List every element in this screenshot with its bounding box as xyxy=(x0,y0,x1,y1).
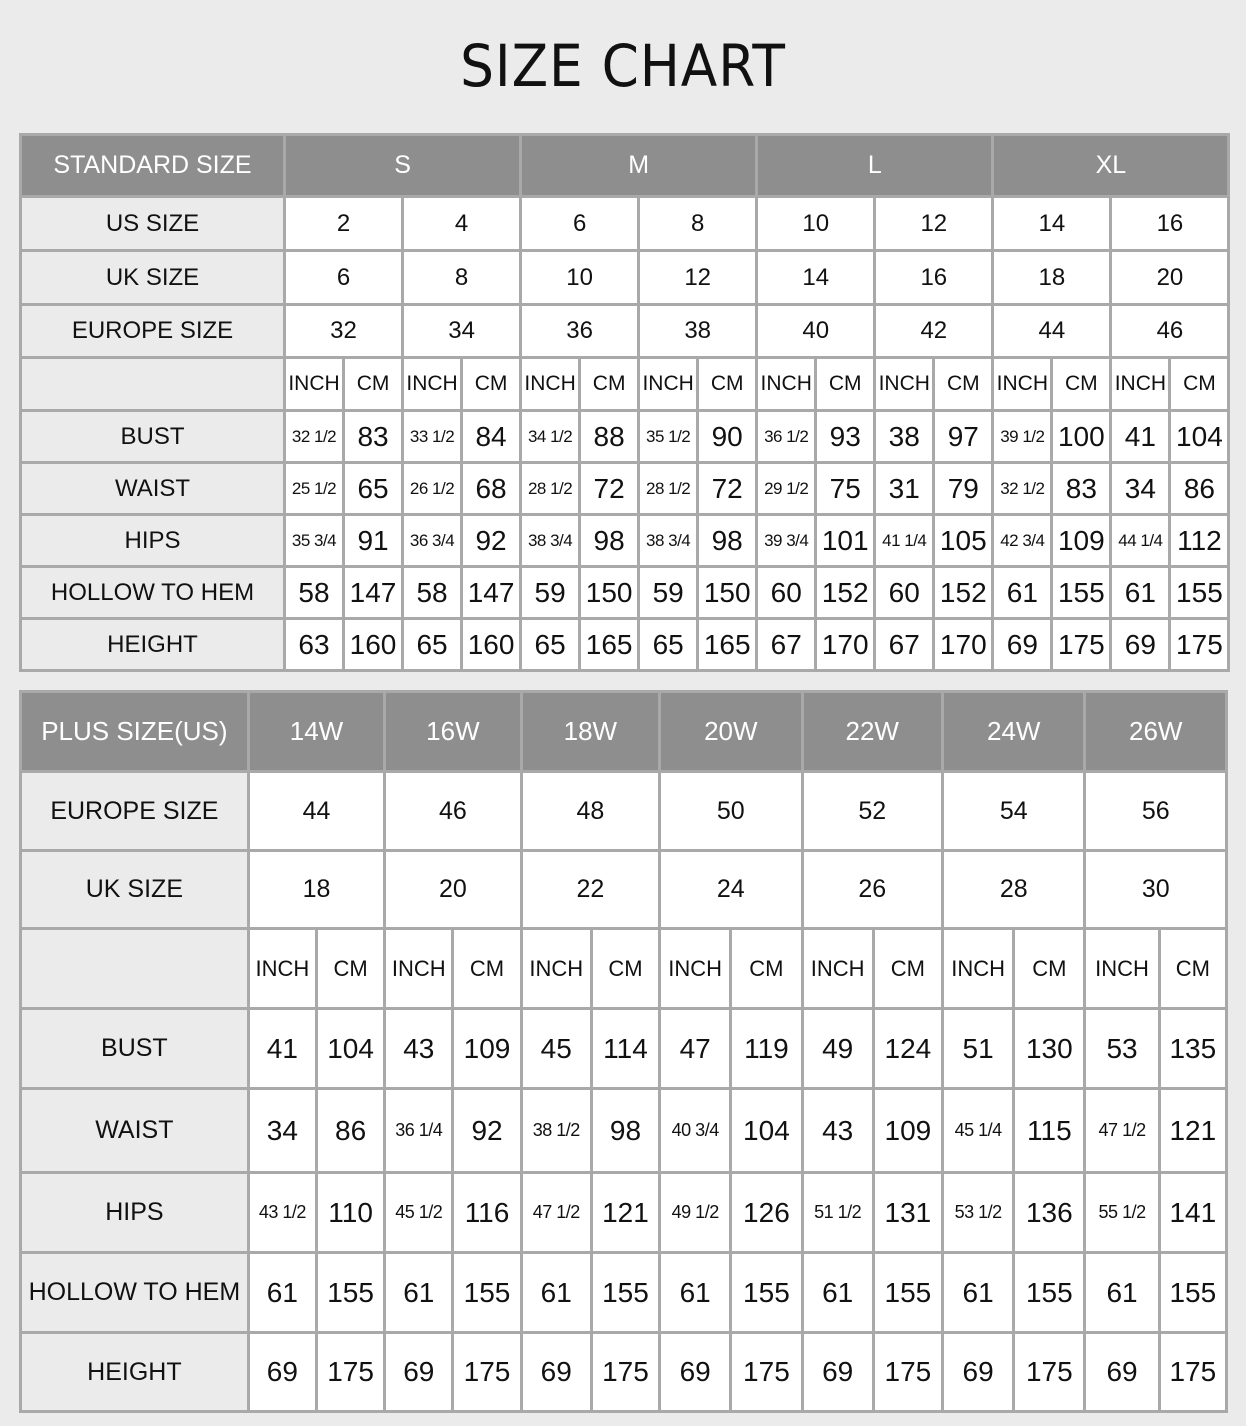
size-row xyxy=(21,305,1229,358)
cm-cell: 75 xyxy=(816,463,875,515)
inch-cell: 69 xyxy=(521,1333,591,1412)
inch-cell: 61 xyxy=(1111,567,1170,619)
inch-cell: 61 xyxy=(993,567,1052,619)
cm-cell: 155 xyxy=(1170,567,1229,619)
unit-inch: INCH xyxy=(875,358,934,411)
cm-cell: 97 xyxy=(934,411,993,463)
inch-cell: 36 1/4 xyxy=(385,1089,453,1173)
size-row xyxy=(21,851,1227,929)
inch-cell: 43 xyxy=(385,1009,453,1089)
cm-cell: 104 xyxy=(1170,411,1229,463)
inch-cell: 61 xyxy=(1085,1253,1159,1333)
measure-row xyxy=(21,1009,1227,1089)
cm-cell: 119 xyxy=(731,1009,802,1089)
cm-cell: 88 xyxy=(580,411,639,463)
standard-size-header: STANDARD SIZE xyxy=(21,135,285,197)
size-cell: 56 xyxy=(1085,772,1227,851)
unit-inch: INCH xyxy=(639,358,698,411)
unit-row xyxy=(21,929,1227,1009)
inch-cell: 61 xyxy=(802,1253,873,1333)
cm-cell: 93 xyxy=(816,411,875,463)
inch-cell: 51 xyxy=(942,1009,1013,1089)
size-cell: 48 xyxy=(521,772,659,851)
unit-cm: CM xyxy=(462,358,521,411)
unit-cm: CM xyxy=(344,358,403,411)
inch-cell: 47 xyxy=(660,1009,731,1089)
size-cell: 14 xyxy=(993,197,1111,251)
inch-cell: 33 1/2 xyxy=(403,411,462,463)
measure-row xyxy=(21,411,1229,463)
inch-cell: 38 3/4 xyxy=(521,515,580,567)
size-cell: 14 xyxy=(757,251,875,305)
cm-cell: 121 xyxy=(591,1173,659,1253)
inch-cell: 69 xyxy=(802,1333,873,1412)
size-cell: 8 xyxy=(639,197,757,251)
size-cell: 30 xyxy=(1085,851,1227,929)
inch-cell: 60 xyxy=(757,567,816,619)
inch-cell: 69 xyxy=(385,1333,453,1412)
inch-cell: 34 xyxy=(248,1089,316,1173)
unit-cm: CM xyxy=(1014,929,1085,1009)
inch-cell: 29 1/2 xyxy=(757,463,816,515)
size-cell: 16 xyxy=(875,251,993,305)
row-label: UK SIZE xyxy=(21,851,249,929)
inch-cell: 41 xyxy=(1111,411,1170,463)
cm-cell: 175 xyxy=(731,1333,802,1412)
plus-header-row xyxy=(21,692,1227,772)
inch-cell: 40 3/4 xyxy=(660,1089,731,1173)
inch-cell: 41 1/4 xyxy=(875,515,934,567)
measure-row xyxy=(21,515,1229,567)
size-cell: 12 xyxy=(639,251,757,305)
size-cell: 4 xyxy=(403,197,521,251)
inch-cell: 36 1/2 xyxy=(757,411,816,463)
size-cell: 6 xyxy=(285,251,403,305)
inch-cell: 43 xyxy=(802,1089,873,1173)
cm-cell: 105 xyxy=(934,515,993,567)
size-cell: 34 xyxy=(403,305,521,358)
size-cell: 46 xyxy=(385,772,521,851)
cm-cell: 155 xyxy=(591,1253,659,1333)
size-cell: 50 xyxy=(660,772,802,851)
cm-cell: 101 xyxy=(816,515,875,567)
standard-size-table xyxy=(19,133,1230,672)
size-cell: 20 xyxy=(1111,251,1229,305)
size-cell: 28 xyxy=(942,851,1084,929)
inch-cell: 67 xyxy=(757,619,816,671)
inch-cell: 53 1/2 xyxy=(942,1173,1013,1253)
unit-cm: CM xyxy=(316,929,384,1009)
cm-cell: 115 xyxy=(1014,1089,1085,1173)
cm-cell: 136 xyxy=(1014,1173,1085,1253)
plus-size-column-header: 24W xyxy=(942,692,1084,772)
unit-cm: CM xyxy=(698,358,757,411)
row-label: HEIGHT xyxy=(21,1333,249,1412)
inch-cell: 61 xyxy=(248,1253,316,1333)
plus-size-column-header: 18W xyxy=(521,692,659,772)
cm-cell: 175 xyxy=(873,1333,942,1412)
row-label: WAIST xyxy=(21,463,285,515)
cm-cell: 175 xyxy=(1014,1333,1085,1412)
inch-cell: 39 1/2 xyxy=(993,411,1052,463)
inch-cell: 35 1/2 xyxy=(639,411,698,463)
cm-cell: 160 xyxy=(344,619,403,671)
row-label-empty xyxy=(21,929,249,1009)
size-row xyxy=(21,772,1227,851)
size-cell: 16 xyxy=(1111,197,1229,251)
cm-cell: 126 xyxy=(731,1173,802,1253)
inch-cell: 28 1/2 xyxy=(521,463,580,515)
unit-inch: INCH xyxy=(403,358,462,411)
cm-cell: 165 xyxy=(698,619,757,671)
unit-inch: INCH xyxy=(285,358,344,411)
plus-size-column-header: 20W xyxy=(660,692,802,772)
cm-cell: 100 xyxy=(1052,411,1111,463)
size-cell: 18 xyxy=(993,251,1111,305)
unit-cm: CM xyxy=(580,358,639,411)
inch-cell: 69 xyxy=(248,1333,316,1412)
standard-header-row xyxy=(21,135,1229,197)
unit-cm: CM xyxy=(934,358,993,411)
size-cell: 52 xyxy=(802,772,942,851)
unit-cm: CM xyxy=(591,929,659,1009)
unit-inch: INCH xyxy=(521,929,591,1009)
unit-inch: INCH xyxy=(757,358,816,411)
cm-cell: 130 xyxy=(1014,1009,1085,1089)
cm-cell: 92 xyxy=(453,1089,521,1173)
inch-cell: 45 1/2 xyxy=(385,1173,453,1253)
cm-cell: 155 xyxy=(1014,1253,1085,1333)
cm-cell: 116 xyxy=(453,1173,521,1253)
page-title: SIZE CHART xyxy=(460,32,786,100)
unit-inch: INCH xyxy=(385,929,453,1009)
inch-cell: 28 1/2 xyxy=(639,463,698,515)
cm-cell: 72 xyxy=(580,463,639,515)
inch-cell: 32 1/2 xyxy=(285,411,344,463)
cm-cell: 84 xyxy=(462,411,521,463)
inch-cell: 31 xyxy=(875,463,934,515)
cm-cell: 79 xyxy=(934,463,993,515)
cm-cell: 170 xyxy=(934,619,993,671)
size-cell: 42 xyxy=(875,305,993,358)
inch-cell: 25 1/2 xyxy=(285,463,344,515)
size-cell: 18 xyxy=(248,851,384,929)
inch-cell: 44 1/4 xyxy=(1111,515,1170,567)
unit-inch: INCH xyxy=(248,929,316,1009)
cm-cell: 155 xyxy=(453,1253,521,1333)
cm-cell: 165 xyxy=(580,619,639,671)
size-cell: 22 xyxy=(521,851,659,929)
inch-cell: 59 xyxy=(521,567,580,619)
cm-cell: 121 xyxy=(1159,1089,1226,1173)
cm-cell: 175 xyxy=(1052,619,1111,671)
row-label: EUROPE SIZE xyxy=(21,305,285,358)
size-cell: 6 xyxy=(521,197,639,251)
cm-cell: 109 xyxy=(453,1009,521,1089)
cm-cell: 98 xyxy=(591,1089,659,1173)
row-label: WAIST xyxy=(21,1089,249,1173)
size-row xyxy=(21,251,1229,305)
row-label: HOLLOW TO HEM xyxy=(21,1253,249,1333)
inch-cell: 42 3/4 xyxy=(993,515,1052,567)
inch-cell: 43 1/2 xyxy=(248,1173,316,1253)
row-label-empty xyxy=(21,358,285,411)
inch-cell: 51 1/2 xyxy=(802,1173,873,1253)
unit-cm: CM xyxy=(816,358,875,411)
cm-cell: 175 xyxy=(1159,1333,1226,1412)
cm-cell: 155 xyxy=(1159,1253,1226,1333)
inch-cell: 36 3/4 xyxy=(403,515,462,567)
inch-cell: 38 1/2 xyxy=(521,1089,591,1173)
size-group-header: S xyxy=(285,135,521,197)
cm-cell: 135 xyxy=(1159,1009,1226,1089)
size-cell: 46 xyxy=(1111,305,1229,358)
inch-cell: 34 xyxy=(1111,463,1170,515)
inch-cell: 45 1/4 xyxy=(942,1089,1013,1173)
inch-cell: 41 xyxy=(248,1009,316,1089)
unit-row xyxy=(21,358,1229,411)
inch-cell: 58 xyxy=(285,567,344,619)
cm-cell: 86 xyxy=(316,1089,384,1173)
cm-cell: 175 xyxy=(591,1333,659,1412)
inch-cell: 39 3/4 xyxy=(757,515,816,567)
cm-cell: 112 xyxy=(1170,515,1229,567)
unit-cm: CM xyxy=(873,929,942,1009)
unit-inch: INCH xyxy=(521,358,580,411)
row-label: EUROPE SIZE xyxy=(21,772,249,851)
inch-cell: 61 xyxy=(660,1253,731,1333)
size-cell: 20 xyxy=(385,851,521,929)
unit-inch: INCH xyxy=(942,929,1013,1009)
cm-cell: 152 xyxy=(934,567,993,619)
size-cell: 38 xyxy=(639,305,757,358)
measure-row xyxy=(21,567,1229,619)
cm-cell: 150 xyxy=(580,567,639,619)
cm-cell: 110 xyxy=(316,1173,384,1253)
inch-cell: 32 1/2 xyxy=(993,463,1052,515)
cm-cell: 175 xyxy=(453,1333,521,1412)
inch-cell: 69 xyxy=(660,1333,731,1412)
unit-inch: INCH xyxy=(1111,358,1170,411)
size-cell: 36 xyxy=(521,305,639,358)
inch-cell: 58 xyxy=(403,567,462,619)
inch-cell: 55 1/2 xyxy=(1085,1173,1159,1253)
size-cell: 2 xyxy=(285,197,403,251)
inch-cell: 61 xyxy=(385,1253,453,1333)
size-cell: 24 xyxy=(660,851,802,929)
size-cell: 44 xyxy=(248,772,384,851)
measure-row xyxy=(21,619,1229,671)
measure-row xyxy=(21,1173,1227,1253)
measure-row xyxy=(21,1089,1227,1173)
unit-cm: CM xyxy=(453,929,521,1009)
cm-cell: 92 xyxy=(462,515,521,567)
inch-cell: 61 xyxy=(942,1253,1013,1333)
cm-cell: 124 xyxy=(873,1009,942,1089)
cm-cell: 109 xyxy=(873,1089,942,1173)
inch-cell: 53 xyxy=(1085,1009,1159,1089)
inch-cell: 65 xyxy=(521,619,580,671)
inch-cell: 47 1/2 xyxy=(1085,1089,1159,1173)
inch-cell: 59 xyxy=(639,567,698,619)
inch-cell: 49 1/2 xyxy=(660,1173,731,1253)
size-group-header: XL xyxy=(993,135,1229,197)
cm-cell: 155 xyxy=(731,1253,802,1333)
cm-cell: 98 xyxy=(580,515,639,567)
row-label: HOLLOW TO HEM xyxy=(21,567,285,619)
cm-cell: 155 xyxy=(316,1253,384,1333)
size-cell: 44 xyxy=(993,305,1111,358)
size-cell: 26 xyxy=(802,851,942,929)
cm-cell: 155 xyxy=(1052,567,1111,619)
inch-cell: 45 xyxy=(521,1009,591,1089)
size-cell: 32 xyxy=(285,305,403,358)
measure-row xyxy=(21,1333,1227,1412)
cm-cell: 170 xyxy=(816,619,875,671)
inch-cell: 65 xyxy=(639,619,698,671)
unit-cm: CM xyxy=(1159,929,1226,1009)
size-cell: 54 xyxy=(942,772,1084,851)
cm-cell: 147 xyxy=(462,567,521,619)
inch-cell: 38 3/4 xyxy=(639,515,698,567)
inch-cell: 69 xyxy=(993,619,1052,671)
inch-cell: 26 1/2 xyxy=(403,463,462,515)
cm-cell: 109 xyxy=(1052,515,1111,567)
cm-cell: 155 xyxy=(873,1253,942,1333)
plus-size-column-header: 26W xyxy=(1085,692,1227,772)
cm-cell: 104 xyxy=(731,1089,802,1173)
cm-cell: 141 xyxy=(1159,1173,1226,1253)
inch-cell: 69 xyxy=(1085,1333,1159,1412)
cm-cell: 90 xyxy=(698,411,757,463)
unit-cm: CM xyxy=(1052,358,1111,411)
inch-cell: 38 xyxy=(875,411,934,463)
inch-cell: 60 xyxy=(875,567,934,619)
cm-cell: 83 xyxy=(344,411,403,463)
inch-cell: 65 xyxy=(403,619,462,671)
cm-cell: 114 xyxy=(591,1009,659,1089)
row-label: BUST xyxy=(21,1009,249,1089)
plus-size-column-header: 22W xyxy=(802,692,942,772)
size-group-header: M xyxy=(521,135,757,197)
row-label: UK SIZE xyxy=(21,251,285,305)
inch-cell: 35 3/4 xyxy=(285,515,344,567)
row-label: BUST xyxy=(21,411,285,463)
size-cell: 10 xyxy=(521,251,639,305)
row-label: HIPS xyxy=(21,515,285,567)
unit-inch: INCH xyxy=(1085,929,1159,1009)
cm-cell: 131 xyxy=(873,1173,942,1253)
plus-size-column-header: 14W xyxy=(248,692,384,772)
size-group-header: L xyxy=(757,135,993,197)
cm-cell: 175 xyxy=(316,1333,384,1412)
cm-cell: 175 xyxy=(1170,619,1229,671)
cm-cell: 91 xyxy=(344,515,403,567)
cm-cell: 98 xyxy=(698,515,757,567)
cm-cell: 83 xyxy=(1052,463,1111,515)
unit-cm: CM xyxy=(731,929,802,1009)
unit-inch: INCH xyxy=(660,929,731,1009)
inch-cell: 63 xyxy=(285,619,344,671)
inch-cell: 34 1/2 xyxy=(521,411,580,463)
size-cell: 40 xyxy=(757,305,875,358)
cm-cell: 72 xyxy=(698,463,757,515)
unit-cm: CM xyxy=(1170,358,1229,411)
cm-cell: 150 xyxy=(698,567,757,619)
row-label: US SIZE xyxy=(21,197,285,251)
plus-size-table xyxy=(19,690,1228,1413)
cm-cell: 160 xyxy=(462,619,521,671)
cm-cell: 86 xyxy=(1170,463,1229,515)
size-row xyxy=(21,197,1229,251)
inch-cell: 67 xyxy=(875,619,934,671)
inch-cell: 61 xyxy=(521,1253,591,1333)
inch-cell: 69 xyxy=(942,1333,1013,1412)
cm-cell: 104 xyxy=(316,1009,384,1089)
row-label: HEIGHT xyxy=(21,619,285,671)
measure-row xyxy=(21,1253,1227,1333)
size-cell: 12 xyxy=(875,197,993,251)
cm-cell: 65 xyxy=(344,463,403,515)
cm-cell: 147 xyxy=(344,567,403,619)
inch-cell: 49 xyxy=(802,1009,873,1089)
measure-row xyxy=(21,463,1229,515)
size-cell: 8 xyxy=(403,251,521,305)
plus-size-column-header: 16W xyxy=(385,692,521,772)
row-label: HIPS xyxy=(21,1173,249,1253)
plus-size-header: PLUS SIZE(US) xyxy=(21,692,249,772)
size-cell: 10 xyxy=(757,197,875,251)
inch-cell: 47 1/2 xyxy=(521,1173,591,1253)
inch-cell: 69 xyxy=(1111,619,1170,671)
unit-inch: INCH xyxy=(802,929,873,1009)
unit-inch: INCH xyxy=(993,358,1052,411)
cm-cell: 152 xyxy=(816,567,875,619)
cm-cell: 68 xyxy=(462,463,521,515)
